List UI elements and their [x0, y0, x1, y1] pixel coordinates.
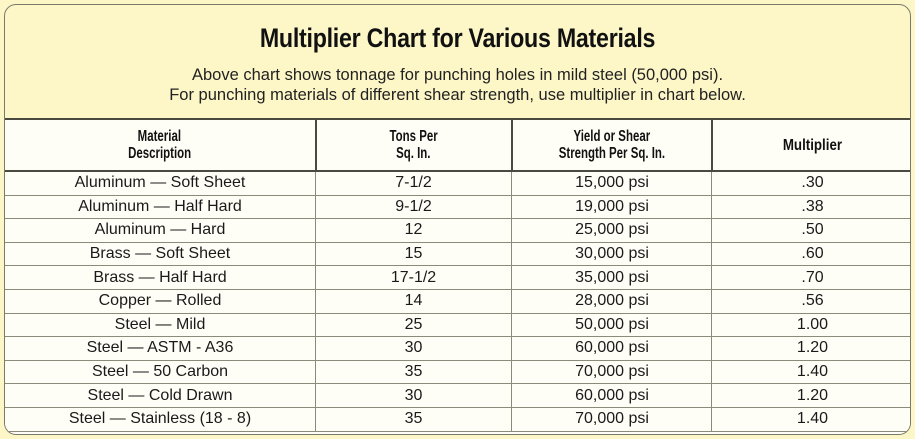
header-yield-line1: Yield or Shear	[573, 128, 651, 145]
subtitle-line-1: Above chart shows tonnage for punching holes in mild steel (50,000 psi).	[191, 66, 724, 84]
row-col-divider	[511, 361, 512, 384]
cell-yield: 15,000 psi	[575, 174, 649, 192]
cell-yield: 60,000 psi	[575, 386, 649, 404]
row-col-divider	[511, 243, 512, 266]
cell-multiplier: .70	[801, 268, 824, 286]
row-col-divider	[315, 384, 316, 407]
cell-multiplier: 1.40	[796, 363, 829, 381]
row-col-divider	[711, 361, 712, 384]
table-row	[5, 266, 910, 290]
table-row	[5, 384, 910, 408]
header-col-divider	[315, 120, 317, 170]
cell-material: Steel — 50 Carbon	[91, 363, 229, 381]
table-row	[5, 219, 910, 243]
page-title: Multiplier Chart for Various Materials	[259, 23, 656, 53]
cell-yield: 30,000 psi	[575, 245, 649, 263]
row-col-divider	[511, 266, 512, 289]
cell-multiplier: .50	[801, 221, 824, 239]
row-col-divider	[711, 290, 712, 313]
row-col-divider	[315, 243, 316, 266]
row-col-divider	[711, 314, 712, 337]
cell-yield: 50,000 psi	[575, 315, 649, 333]
cell-tons: 14	[404, 292, 423, 310]
row-col-divider	[511, 314, 512, 337]
cell-multiplier: .56	[801, 292, 824, 310]
cell-multiplier: .38	[801, 197, 824, 215]
table-row	[5, 290, 910, 314]
cell-tons: 7-1/2	[395, 174, 432, 192]
cell-material: Copper — Rolled	[98, 292, 222, 310]
cell-material: Steel — ASTM - A36	[86, 339, 234, 357]
cell-yield: 70,000 psi	[575, 363, 649, 381]
column-header-yield	[512, 120, 712, 170]
row-col-divider	[711, 243, 712, 266]
header-col-divider	[711, 120, 713, 170]
column-header-material	[5, 120, 315, 170]
row-col-divider	[315, 290, 316, 313]
row-col-divider	[711, 172, 712, 195]
table-row	[5, 314, 910, 338]
row-col-divider	[315, 266, 316, 289]
table-row	[5, 243, 910, 267]
cell-tons: 9-1/2	[395, 197, 432, 215]
cell-multiplier: .60	[801, 245, 824, 263]
cell-tons: 35	[404, 410, 423, 428]
cell-yield: 60,000 psi	[575, 339, 649, 357]
header-tons-line1: Tons Per	[389, 128, 438, 145]
cell-material: Brass — Half Hard	[93, 268, 227, 286]
row-col-divider	[315, 408, 316, 431]
row-col-divider	[315, 361, 316, 384]
header-material-line1: Material	[138, 128, 182, 145]
row-col-divider	[511, 290, 512, 313]
multiplier-table	[5, 120, 910, 435]
row-col-divider	[315, 314, 316, 337]
column-header-multiplier: Multiplier	[782, 136, 843, 154]
header-col-divider	[511, 120, 513, 170]
row-col-divider	[511, 337, 512, 360]
row-col-divider	[711, 219, 712, 242]
cell-multiplier: 1.20	[796, 339, 829, 357]
cell-tons: 17-1/2	[390, 268, 437, 286]
cell-material: Steel — Cold Drawn	[87, 386, 233, 404]
cell-tons: 12	[404, 221, 423, 239]
cell-material: Steel — Stainless (18 - 8)	[68, 410, 252, 428]
header-yield-line2: Strength Per Sq. In.	[558, 145, 666, 162]
row-col-divider	[711, 384, 712, 407]
chart-panel	[4, 4, 911, 435]
cell-tons: 30	[404, 386, 423, 404]
row-col-divider	[315, 219, 316, 242]
table-row	[5, 408, 910, 432]
table-row	[5, 196, 910, 220]
cell-multiplier: .30	[801, 174, 824, 192]
cell-material: Aluminum — Hard	[94, 221, 226, 239]
table-row	[5, 172, 910, 196]
header-tons-line2: Sq. In.	[396, 145, 431, 162]
cell-tons: 15	[404, 245, 423, 263]
cell-tons: 35	[404, 363, 423, 381]
row-col-divider	[511, 384, 512, 407]
cell-material: Aluminum — Half Hard	[78, 197, 242, 215]
cell-yield: 35,000 psi	[575, 268, 649, 286]
row-col-divider	[315, 172, 316, 195]
row-col-divider	[315, 196, 316, 219]
cell-material: Aluminum — Soft Sheet	[74, 174, 246, 192]
cell-yield: 70,000 psi	[575, 410, 649, 428]
cell-multiplier: 1.00	[796, 315, 829, 333]
cell-material: Steel — Mild	[114, 315, 206, 333]
cell-yield: 28,000 psi	[575, 292, 649, 310]
header-material-line2: Description	[128, 145, 192, 162]
cell-material: Brass — Soft Sheet	[89, 245, 231, 263]
row-col-divider	[711, 337, 712, 360]
cell-yield: 19,000 psi	[575, 197, 649, 215]
row-col-divider	[711, 196, 712, 219]
cell-multiplier: 1.40	[796, 410, 829, 428]
row-col-divider	[511, 408, 512, 431]
subtitle-line-2: For punching materials of different shear strength, use multiplier in chart below.	[169, 86, 746, 104]
row-col-divider	[511, 219, 512, 242]
row-col-divider	[511, 196, 512, 219]
row-col-divider	[511, 172, 512, 195]
row-col-divider	[711, 408, 712, 431]
chart-header	[5, 5, 910, 118]
column-header-tons	[316, 120, 511, 170]
cell-tons: 30	[404, 339, 423, 357]
cell-multiplier: 1.20	[796, 386, 829, 404]
cell-tons: 25	[404, 315, 423, 333]
cell-yield: 25,000 psi	[575, 221, 649, 239]
table-row	[5, 361, 910, 385]
table-row	[5, 337, 910, 361]
row-col-divider	[711, 266, 712, 289]
row-col-divider	[315, 337, 316, 360]
